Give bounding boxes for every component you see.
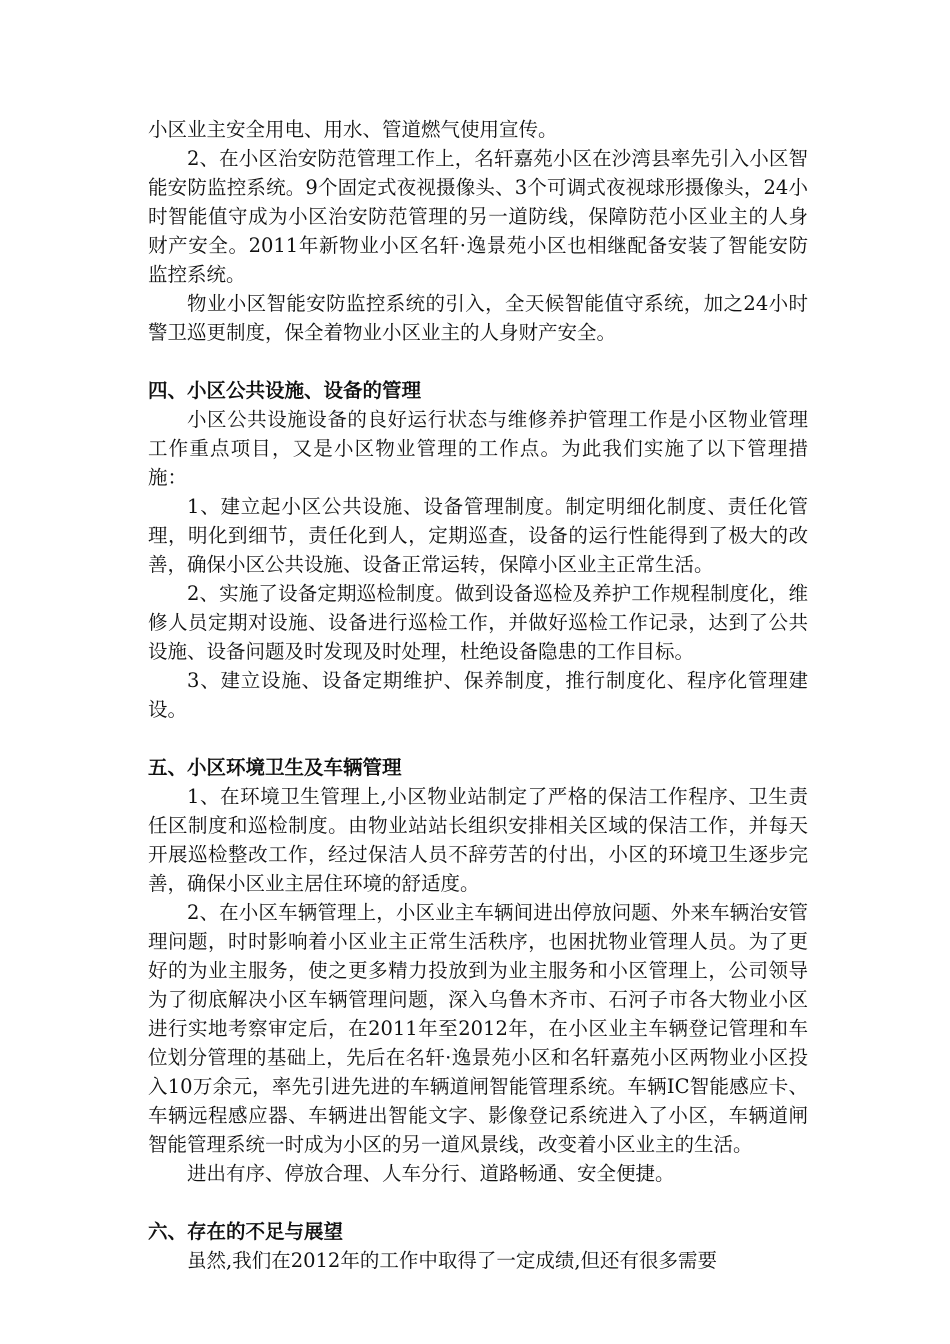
paragraph-security-monitoring: 2、在小区治安防范管理工作上，名轩嘉苑小区在沙湾县率先引入小区智能安防监控系统。9个固定式夜视摄像头、3个可调式夜视球形摄像头，24小时智能值守成为小区治安防范管理的另一道防线，保障防范小区业主的人身财产安全。2011年新物业小区名轩·逸景苑小区也相继配备安装了智能安防监控系统。	[148, 147, 808, 286]
paragraph-vehicle-management: 2、在小区车辆管理上，小区业主车辆间进出停放问题、外来车辆治安管理问题，时时影响着小区业主正常生活秩序，也困扰物业管理人员。为了更好的为业主服务，使之更多精力投放到为业主服务和小区管理上，公司领导为了彻底解决小区车辆管理问题，深入乌鲁木齐市、石河子市各大物业小区进行实地考察审定后，在2011年至2012年，在小区业主车辆登记管理和车位划分管理的基础上，先后在名轩·逸景苑小区和名轩嘉苑小区两物业小区投入10万余元，率先引进先进的车辆道闸智能管理系统。车辆IC智能感应卡、车辆远程感应器、车辆进出智能文字、影像登记系统进入了小区，车辆道闸智能管理系统一时成为小区的另一道风景线，改变着小区业主的生活。	[148, 901, 808, 1156]
paragraph-sanitation: 1、在环境卫生管理上,小区物业站制定了严格的保洁工作程序、卫生责任区制度和巡检制度。由物业站站长组织安排相关区域的保洁工作，并每天开展巡检整改工作，经过保洁人员不辞劳苦的付出，小区的环境卫生逐步完善，确保小区业主居住环境的舒适度。	[148, 785, 808, 895]
document-page	[148, 115, 808, 1275]
paragraph-facilities-item-2: 2、实施了设备定期巡检制度。做到设备巡检及养护工作规程制度化，维修人员定期对设施、设备进行巡检工作，并做好巡检工作记录，达到了公共设施、设备问题及时发现及时处理，杜绝设备隐患的工作目标。	[148, 582, 808, 663]
paragraph-vehicle-summary: 进出有序、停放合理、人车分行、道路畅通、安全便捷。	[187, 1162, 675, 1185]
paragraph-facilities-item-1: 1、建立起小区公共设施、设备管理制度。制定明细化制度、责任化管理，明化到细节，责任化到人，定期巡查，设备的运行性能得到了极大的改善，确保小区公共设施、设备正常运转，保障小区业主正常生活。	[148, 495, 808, 576]
section-heading-4: 四、小区公共设施、设备的管理	[148, 379, 422, 402]
section-heading-5: 五、小区环境卫生及车辆管理	[148, 756, 402, 779]
paragraph-outlook: 虽然,我们在2012年的工作中取得了一定成绩,但还有很多需要	[187, 1249, 718, 1272]
paragraph-facilities-item-3: 3、建立设施、设备定期维护、保养制度，推行制度化、程序化管理建设。	[148, 669, 808, 721]
paragraph-security-guard-patrol: 物业小区智能安防监控系统的引入，全天候智能值守系统，加之24小时警卫巡更制度，保全着物业小区业主的人身财产安全。	[148, 292, 808, 344]
paragraph-utilities-publicity: 小区业主安全用电、用水、管道燃气使用宣传。	[148, 118, 558, 141]
section-heading-6: 六、存在的不足与展望	[148, 1220, 344, 1243]
paragraph-facilities-intro: 小区公共设施设备的良好运行状态与维修养护管理工作是小区物业管理工作重点项目，又是小区物业管理的工作点。为此我们实施了以下管理措施：	[148, 408, 808, 489]
